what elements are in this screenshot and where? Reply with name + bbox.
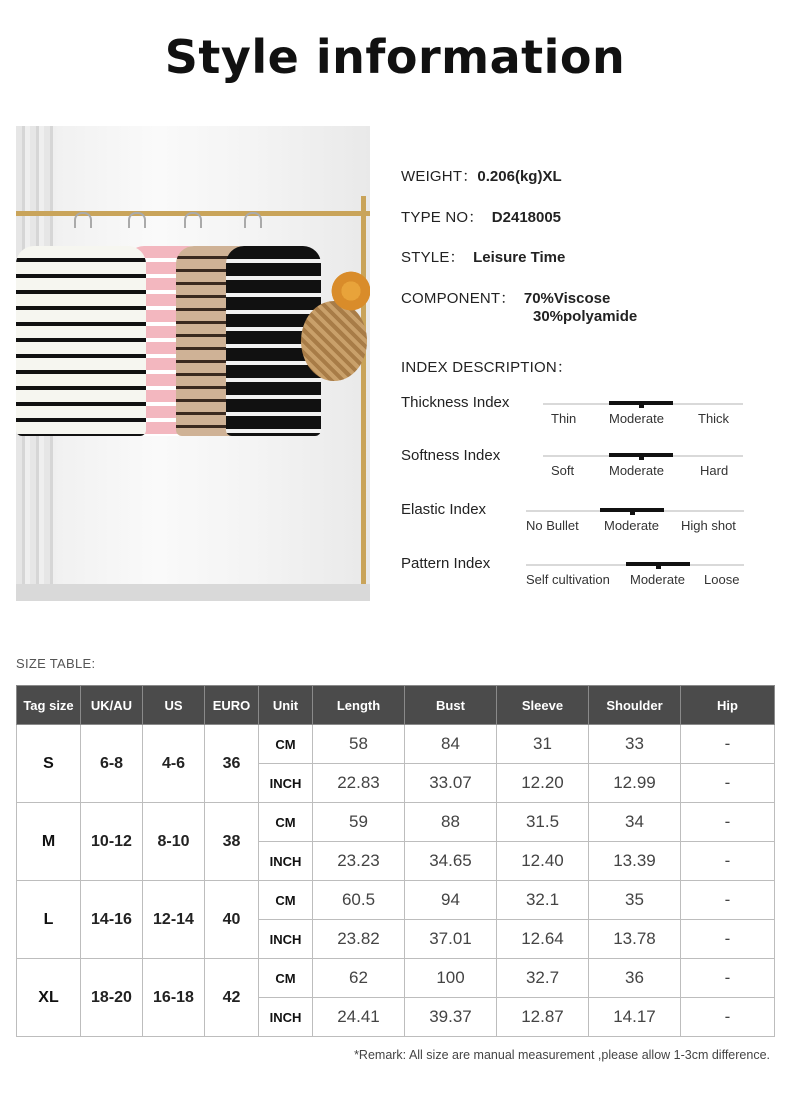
bust-cell: 84 [405, 725, 497, 764]
col-header: Unit [259, 686, 313, 725]
rail-pole [361, 196, 366, 601]
euro-cell: 36 [205, 725, 259, 803]
euro-cell: 38 [205, 803, 259, 881]
table-row [17, 803, 775, 842]
length-cell: 23.82 [313, 920, 405, 959]
elastic-option-1: No Bullet [526, 518, 579, 533]
hanger-hook [184, 212, 202, 228]
shoulder-cell: 33 [589, 725, 681, 764]
col-header: Hip [681, 686, 775, 725]
index-heading: INDEX DESCRIPTION： [401, 359, 573, 376]
elastic-option-3: High shot [681, 518, 736, 533]
spec-style-key: STYLE： [401, 249, 465, 266]
softness-option-1: Soft [551, 463, 575, 478]
thickness-index-scale [543, 395, 743, 425]
elastic-index-scale [526, 502, 744, 532]
spec-style-value: Leisure Time [473, 249, 566, 266]
shoulder-cell: 12.99 [589, 764, 681, 803]
us-cell: 12-14 [143, 881, 205, 959]
elastic-index-label: Elastic Index [401, 501, 487, 518]
length-cell: 60.5 [313, 881, 405, 920]
bust-cell: 33.07 [405, 764, 497, 803]
bust-cell: 88 [405, 803, 497, 842]
softness-index-label: Softness Index [401, 447, 501, 464]
sleeve-cell: 12.87 [497, 998, 589, 1037]
unit-cell: INCH [259, 842, 313, 881]
hip-cell: - [681, 842, 775, 881]
col-header: Tag size [17, 686, 81, 725]
col-header: Bust [405, 686, 497, 725]
softness-option-3: Hard [700, 463, 729, 478]
product-photo [16, 126, 370, 601]
spec-component-key: COMPONENT： [401, 290, 516, 307]
bust-cell: 39.37 [405, 998, 497, 1037]
hip-cell: - [681, 764, 775, 803]
thickness-option-3: Thick [698, 411, 730, 426]
spec-component-line2 [533, 308, 637, 325]
sleeve-cell: 31 [497, 725, 589, 764]
thickness-index-label: Thickness Index [401, 394, 510, 411]
size-table-header-row [17, 686, 775, 725]
table-row [17, 725, 775, 764]
shoulder-cell: 13.78 [589, 920, 681, 959]
remark-note: *Remark: All size are manual measurement ,please allow 1-3cm difference. [354, 1048, 770, 1062]
flowers [331, 266, 370, 316]
spec-weight [401, 165, 562, 186]
softness-index-scale [543, 447, 743, 477]
ukau-cell: 14-16 [81, 881, 143, 959]
ukau-cell: 10-12 [81, 803, 143, 881]
col-header: US [143, 686, 205, 725]
length-cell: 58 [313, 725, 405, 764]
us-cell: 8-10 [143, 803, 205, 881]
softness-option-2: Moderate [609, 463, 664, 478]
elastic-option-2: Moderate [604, 518, 659, 533]
spec-component-value-1: 70%Viscose [523, 290, 611, 307]
hip-cell: - [681, 920, 775, 959]
unit-cell: CM [259, 881, 313, 920]
col-header: EURO [205, 686, 259, 725]
unit-cell: CM [259, 959, 313, 998]
hanger-hook [244, 212, 262, 228]
bust-cell: 100 [405, 959, 497, 998]
sleeve-cell: 31.5 [497, 803, 589, 842]
sleeve-cell: 12.40 [497, 842, 589, 881]
spec-weight-value: 0.206(kg)XL [477, 168, 562, 185]
shoulder-cell: 34 [589, 803, 681, 842]
spec-style [401, 246, 565, 267]
table-row [17, 959, 775, 998]
hip-cell: - [681, 725, 775, 764]
col-header: Length [313, 686, 405, 725]
shoulder-cell: 36 [589, 959, 681, 998]
length-cell: 62 [313, 959, 405, 998]
euro-cell: 40 [205, 881, 259, 959]
spec-type-key: TYPE NO： [401, 209, 484, 226]
sleeve-cell: 12.64 [497, 920, 589, 959]
length-cell: 59 [313, 803, 405, 842]
unit-cell: INCH [259, 920, 313, 959]
col-header: Shoulder [589, 686, 681, 725]
hip-cell: - [681, 803, 775, 842]
shoulder-cell: 13.39 [589, 842, 681, 881]
floor-strip [16, 584, 370, 601]
spec-type [401, 206, 561, 227]
ukau-cell: 18-20 [81, 959, 143, 1037]
shoulder-cell: 14.17 [589, 998, 681, 1037]
tag-size-cell: L [17, 881, 81, 959]
spec-weight-key: WEIGHT： [401, 168, 478, 185]
tag-size-cell: M [17, 803, 81, 881]
sleeve-cell: 32.1 [497, 881, 589, 920]
us-cell: 16-18 [143, 959, 205, 1037]
pattern-index-label: Pattern Index [401, 555, 491, 572]
spec-component [401, 287, 610, 308]
shoulder-cell: 35 [589, 881, 681, 920]
spec-component-value-2: 30%polyamide [533, 308, 638, 325]
bust-cell: 94 [405, 881, 497, 920]
length-cell: 22.83 [313, 764, 405, 803]
pattern-index-scale [526, 556, 744, 586]
bust-cell: 34.65 [405, 842, 497, 881]
page-title: Style information [164, 30, 626, 84]
table-row [17, 881, 775, 920]
unit-cell: INCH [259, 998, 313, 1037]
unit-cell: CM [259, 803, 313, 842]
euro-cell: 42 [205, 959, 259, 1037]
bust-cell: 37.01 [405, 920, 497, 959]
pattern-option-1: Self cultivation [526, 572, 610, 587]
thickness-option-2: Moderate [609, 411, 664, 426]
thickness-option-1: Thin [551, 411, 577, 426]
pattern-option-3: Loose [704, 572, 740, 587]
unit-cell: CM [259, 725, 313, 764]
hip-cell: - [681, 998, 775, 1037]
col-header: Sleeve [497, 686, 589, 725]
hip-cell: - [681, 959, 775, 998]
white-striped-top [16, 246, 146, 436]
tag-size-cell: S [17, 725, 81, 803]
size-table [16, 685, 775, 1037]
us-cell: 4-6 [143, 725, 205, 803]
hanger-hook [128, 212, 146, 228]
hanger-hook [74, 212, 92, 228]
col-header: UK/AU [81, 686, 143, 725]
hip-cell: - [681, 881, 775, 920]
size-table-caption: SIZE TABLE: [16, 656, 96, 671]
sleeve-cell: 32.7 [497, 959, 589, 998]
unit-cell: INCH [259, 764, 313, 803]
length-cell: 24.41 [313, 998, 405, 1037]
sleeve-cell: 12.20 [497, 764, 589, 803]
ukau-cell: 6-8 [81, 725, 143, 803]
pattern-option-2: Moderate [630, 572, 685, 587]
length-cell: 23.23 [313, 842, 405, 881]
tag-size-cell: XL [17, 959, 81, 1037]
spec-type-value: D2418005 [491, 209, 562, 226]
